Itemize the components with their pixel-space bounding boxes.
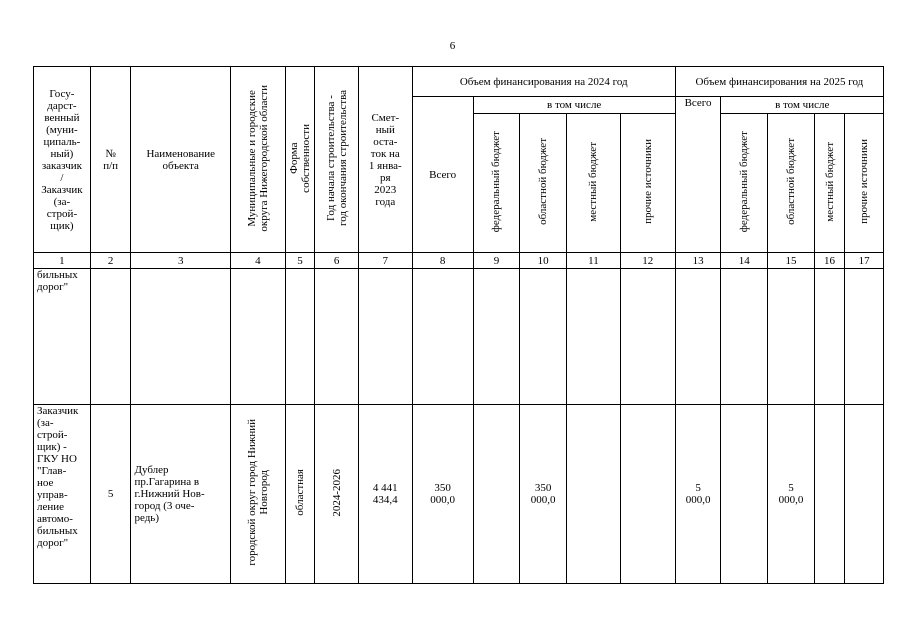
- col-number: 16: [814, 253, 844, 269]
- header-row-1: [34, 67, 884, 97]
- row-object-name: Дублер пр.Гагарина в г.Нижний Нов- город (3 оче- редь): [131, 405, 231, 584]
- col-number: 15: [768, 253, 815, 269]
- header-federal-2024-cell: [473, 114, 520, 253]
- header-ownership: Форма собственности: [288, 123, 313, 193]
- row-years: 2024-2026: [330, 468, 343, 517]
- col-number: 6: [315, 253, 359, 269]
- header-federal-2025: федеральный бюджет: [738, 130, 751, 233]
- col-number: 12: [620, 253, 675, 269]
- row-total-2025: 5 000,0: [675, 405, 721, 584]
- header-local-2025-cell: [814, 114, 844, 253]
- header-local-2024: местный бюджет: [587, 141, 600, 222]
- header-other-2024-cell: [620, 114, 675, 253]
- col-number: 3: [131, 253, 231, 269]
- row-local-2024: [567, 405, 621, 584]
- header-total-2024: Всего: [412, 97, 473, 253]
- col-number: 10: [520, 253, 567, 269]
- header-other-2025: прочие источники: [858, 139, 871, 224]
- header-municipality-cell: [230, 67, 285, 253]
- row-municipality-cell: [230, 405, 285, 584]
- header-ownership-cell: [285, 67, 314, 253]
- header-including-2025: в том числе: [721, 97, 884, 114]
- row-number: 5: [90, 405, 131, 584]
- row-regional-2025: 5 000,0: [768, 405, 815, 584]
- header-number: № п/п: [90, 67, 131, 253]
- column-number-row: [34, 253, 884, 269]
- table-row: [34, 405, 884, 584]
- row-customer: Заказчик (за- строй- щик) - ГКУ НО "Глав- ное управ- ление автомо- бильных дорог": [34, 405, 91, 584]
- row-regional-2024: 350 000,0: [520, 405, 567, 584]
- row-other-2024: [620, 405, 675, 584]
- header-regional-2024-cell: [520, 114, 567, 253]
- row-ownership-cell: [285, 405, 314, 584]
- header-including-2024: в том числе: [473, 97, 675, 114]
- col-number: 2: [90, 253, 131, 269]
- col-number: 5: [285, 253, 314, 269]
- col-number: 4: [230, 253, 285, 269]
- header-regional-2025-cell: [768, 114, 815, 253]
- continuation-customer: бильных дорог": [34, 269, 91, 405]
- row-municipality: городской округ город Нижний Новгород: [245, 419, 270, 566]
- header-object-name: Наименование объекта: [131, 67, 231, 253]
- header-remainder: Смет- ный оста- ток на 1 янва- ря 2023 года: [358, 67, 412, 253]
- col-number: 17: [845, 253, 884, 269]
- col-number: 14: [721, 253, 768, 269]
- header-local-2025: местный бюджет: [823, 141, 836, 222]
- col-number: 1: [34, 253, 91, 269]
- row-total-2024: 350 000,0: [412, 405, 473, 584]
- header-federal-2024: федеральный бюджет: [490, 130, 503, 233]
- row-years-cell: [315, 405, 359, 584]
- header-other-2025-cell: [845, 114, 884, 253]
- header-fin-2024: Объем финансирования на 2024 год: [412, 67, 675, 97]
- row-federal-2024: [473, 405, 520, 584]
- header-years-cell: [315, 67, 359, 253]
- header-total-2025: Всего: [675, 97, 721, 253]
- row-ownership: областная: [294, 469, 307, 516]
- row-remainder: 4 441 434,4: [358, 405, 412, 584]
- header-customer: Госу- дарст- венный (муни- ципаль- ный) заказчик / Заказчик (за- строй- щик): [34, 67, 91, 253]
- header-regional-2024: областной бюджет: [537, 138, 550, 225]
- header-regional-2025: областной бюджет: [784, 138, 797, 225]
- col-number: 8: [412, 253, 473, 269]
- row-other-2025: [845, 405, 884, 584]
- col-number: 7: [358, 253, 412, 269]
- financing-table: [33, 66, 884, 584]
- header-municipality: Муниципальные и городские округа Нижегородской области: [245, 84, 270, 232]
- header-local-2024-cell: [567, 114, 621, 253]
- col-number: 9: [473, 253, 520, 269]
- header-federal-2025-cell: [721, 114, 768, 253]
- row-federal-2025: [721, 405, 768, 584]
- col-number: 11: [567, 253, 621, 269]
- header-fin-2025: Объем финансирования на 2025 год: [675, 67, 883, 97]
- header-years: Год начала строительства - год окончания строительства: [324, 90, 349, 226]
- header-other-2024: прочие источники: [641, 139, 654, 224]
- page-number: 6: [449, 40, 456, 52]
- continuation-row: [34, 269, 884, 405]
- row-local-2025: [814, 405, 844, 584]
- col-number: 13: [675, 253, 721, 269]
